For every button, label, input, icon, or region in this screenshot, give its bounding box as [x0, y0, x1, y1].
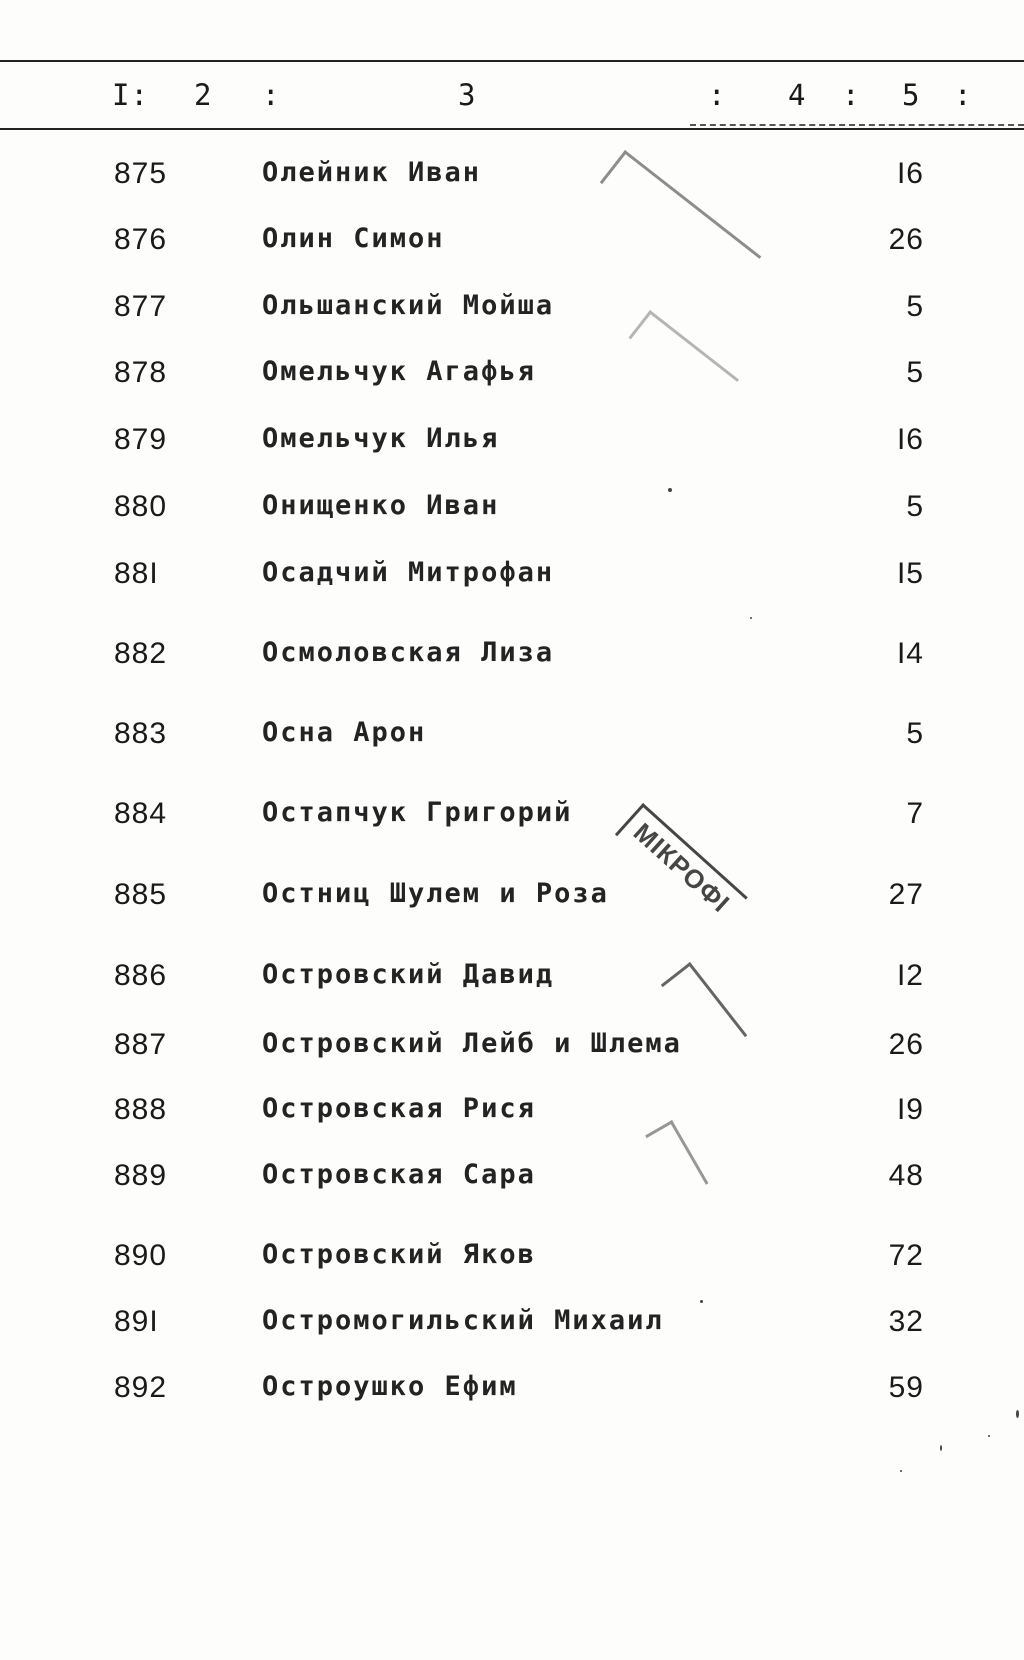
record-row	[0, 423, 1024, 463]
header-col-3: 3	[458, 78, 477, 112]
scan-speck	[700, 1300, 703, 1303]
record-name: Островский Лейб и Шлема	[262, 1028, 682, 1059]
record-number: 886	[114, 959, 168, 992]
record-row	[0, 490, 1024, 530]
record-pages: I2	[896, 959, 924, 992]
record-pages: I4	[896, 637, 924, 670]
record-pages: I9	[896, 1093, 924, 1126]
header-col-2: 2	[194, 78, 213, 112]
record-number: 887	[114, 1028, 168, 1061]
header-top-rule	[0, 60, 1024, 62]
record-name: Островская Сара	[262, 1159, 536, 1190]
record-name: Остромогильский Михаил	[262, 1305, 664, 1336]
record-pages: 7	[906, 797, 924, 830]
record-row	[0, 557, 1024, 597]
scan-speck	[940, 1445, 942, 1451]
record-name: Олейник Иван	[262, 157, 482, 188]
record-name: Осна Арон	[262, 717, 427, 748]
record-number: 879	[114, 423, 168, 456]
record-row	[0, 157, 1024, 197]
record-name: Островский Яков	[262, 1239, 536, 1270]
record-row	[0, 1093, 1024, 1133]
microfilm-stamp-text: МІКРОФІ	[627, 816, 736, 919]
record-row	[0, 1371, 1024, 1411]
header-col-1: I:	[112, 78, 149, 112]
record-number: 883	[114, 717, 168, 750]
record-pages: 32	[888, 1305, 924, 1338]
record-row	[0, 1028, 1024, 1068]
record-number: 88I	[114, 557, 159, 590]
record-row	[0, 356, 1024, 396]
record-pages: 26	[888, 223, 924, 256]
scan-speck	[668, 488, 672, 492]
scan-speck	[1016, 1410, 1019, 1418]
header-sep-3: :	[708, 78, 727, 112]
record-pages: 5	[906, 356, 924, 389]
record-number: 890	[114, 1239, 168, 1272]
record-pages: 72	[888, 1239, 924, 1272]
record-number: 878	[114, 356, 168, 389]
record-pages: 5	[906, 717, 924, 750]
record-pages: 5	[906, 290, 924, 323]
record-name: Онищенко Иван	[262, 490, 500, 521]
record-number: 885	[114, 878, 168, 911]
record-name: Ольшанский Мойша	[262, 290, 555, 321]
record-pages: 48	[888, 1159, 924, 1192]
record-name: Остроушко Ефим	[262, 1371, 518, 1402]
record-number: 876	[114, 223, 168, 256]
scan-speck	[988, 1435, 990, 1437]
scan-speck	[750, 617, 752, 619]
record-number: 888	[114, 1093, 168, 1126]
record-row	[0, 1159, 1024, 1199]
header-col-4: 4	[788, 78, 807, 112]
record-number: 892	[114, 1371, 168, 1404]
record-number: 89I	[114, 1305, 159, 1338]
scan-speck	[900, 1470, 902, 1472]
record-name: Олин Симон	[262, 223, 445, 254]
record-name: Осмоловская Лиза	[262, 637, 555, 668]
record-pages: 5	[906, 490, 924, 523]
header-sep-2: :	[262, 78, 281, 112]
record-pages: I6	[896, 157, 924, 190]
record-name: Омельчук Илья	[262, 423, 500, 454]
record-row	[0, 223, 1024, 263]
record-pages: I5	[896, 557, 924, 590]
record-pages: 27	[888, 878, 924, 911]
record-name: Островский Давид	[262, 959, 555, 990]
record-pages: I6	[896, 423, 924, 456]
record-name: Остапчук Григорий	[262, 797, 573, 828]
header-bottom-rule	[0, 128, 1024, 130]
record-number: 880	[114, 490, 168, 523]
header-col-5: 5	[902, 78, 921, 112]
record-row	[0, 797, 1024, 837]
record-row	[0, 637, 1024, 677]
record-number: 889	[114, 1159, 168, 1192]
record-row	[0, 1239, 1024, 1279]
record-row	[0, 878, 1024, 918]
record-number: 882	[114, 637, 168, 670]
record-name: Омельчук Агафья	[262, 356, 536, 387]
record-number: 877	[114, 290, 168, 323]
record-number: 875	[114, 157, 168, 190]
record-name: Осадчий Митрофан	[262, 557, 555, 588]
record-row	[0, 959, 1024, 999]
header-sep-4: :	[842, 78, 861, 112]
record-row	[0, 290, 1024, 330]
header-sep-5: :	[954, 78, 973, 112]
record-pages: 26	[888, 1028, 924, 1061]
record-name: Остниц Шулем и Роза	[262, 878, 609, 909]
record-row	[0, 1305, 1024, 1345]
record-name: Островская Рися	[262, 1093, 536, 1124]
record-number: 884	[114, 797, 168, 830]
record-row	[0, 717, 1024, 757]
record-pages: 59	[888, 1371, 924, 1404]
header-dashed-rule	[690, 124, 1024, 126]
